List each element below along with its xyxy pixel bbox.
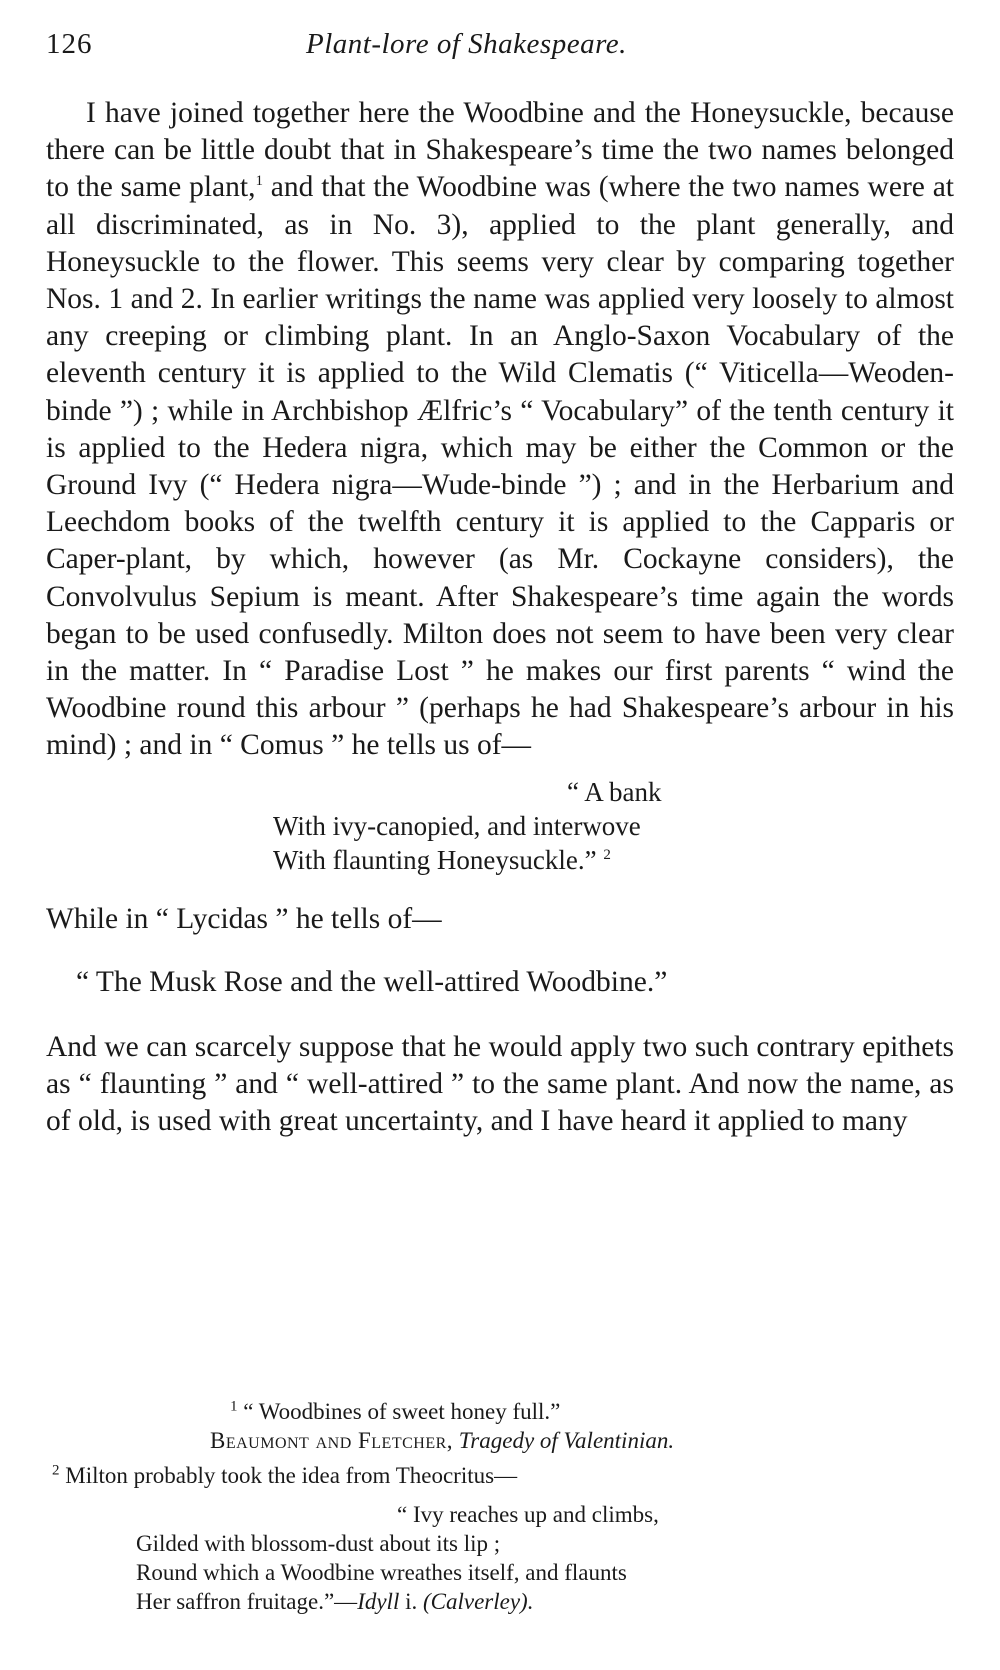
page-number: 126 [46, 28, 93, 60]
footnote-1 [52, 1397, 952, 1426]
poem-line: “ Ivy reaches up and climbs, [397, 1502, 659, 1527]
footnote-ref-2: 2 [603, 846, 611, 863]
quote-line: “ A bank [567, 776, 662, 807]
footnotes [52, 1397, 952, 1616]
quote-line: With ivy-canopied, and interwove [273, 810, 641, 841]
paragraph-text: I have joined together here the Woodbine and the Honeysuckle, because there can be little doubt that in Shakespeare’s time the two names belonged to the same plant, [46, 97, 954, 204]
citation-work: Tragedy of Valentinian. [458, 1428, 675, 1453]
footnote-1-quote: “ Woodbines of sweet honey full.” [237, 1399, 561, 1424]
comus-quote [46, 775, 954, 877]
footnote-1-citation [52, 1426, 952, 1455]
paragraph-text-continued: and that the Woodbine was (where the two names were at all discriminated, as in No. 3), applied to the plant generally, and Honeysuckle to the flower. This seems very clear by comparing together Nos. 1 and 2. In earlier writings the name was applied very loosely to almost any creeping or climbing plant. In an Anglo-Saxon Vocabulary of the eleventh century it is applied to the Wild Clematis (“ Viticella—Weoden-binde ”) ; while in Archbishop Ælfric’s “ Vocabulary” of the tenth century it is applied to the Hedera nigra, which may be either the Common or the Ground Ivy (“ Hedera nigra—Wude-binde ”) ; and in the Herbarium and Leechdom books of the twelfth century it is applied to the Capparis or Caper-plant, by which, however (as Mr. Cockayne considers), the Convolvulus Sepium is meant. After Shakespeare’s time again the words began to be used confusedly. Milton does not seem to have been very clear in the matter. In “ Paradise Lost ” he makes our first parents “ wind the Woodbine round this arbour ” (perhaps he had Shakespeare’s arbour in his mind) ; and in “ Comus ” he tells us of— [46, 171, 954, 762]
page-header [46, 28, 946, 68]
poem-line-text: Her saffron fruitage.”— [136, 1589, 358, 1614]
footnote-marker-2: 2 [52, 1462, 60, 1479]
poem-line-with-source [52, 1587, 952, 1616]
poem-line: Gilded with blossom-dust about its lip ; [136, 1531, 501, 1556]
paragraph-epithets: And we can scarcely suppose that he would apply two such contrary epithets as “ flaunting ” and “ well-attired ” to the same plant. And now the name, as of old, is used with great uncertainty, and I have heard it applied to many [46, 1031, 954, 1138]
lycidas-quote: “ The Musk Rose and the well-attired Woodbine.” [76, 965, 668, 998]
poem-source-number: i. [399, 1589, 418, 1614]
footnote-2-intro: Milton probably took the idea from Theocritus— [59, 1463, 518, 1488]
footnote-2 [52, 1461, 952, 1490]
poem-translator: (Calverley). [417, 1589, 534, 1614]
quote-line-with-ref [46, 843, 954, 877]
poem-line: Round which a Woodbine wreathes itself, and flaunts [136, 1560, 627, 1585]
footnote-ref-1: 1 [255, 173, 263, 190]
footnote-marker-1: 1 [230, 1398, 238, 1415]
quote-line-text: With flaunting Honeysuckle.” [273, 844, 597, 875]
main-text [46, 95, 954, 1141]
theocritus-quote [52, 1500, 952, 1616]
lycidas-intro: While in “ Lycidas ” he tells of— [46, 902, 442, 935]
running-title: Plant-lore of Shakespeare. [306, 28, 627, 60]
paragraph-woodbine-honeysuckle [46, 95, 954, 765]
poem-source: Idyll [357, 1589, 400, 1614]
citation-author: Beaumont and Fletcher, [210, 1428, 454, 1453]
